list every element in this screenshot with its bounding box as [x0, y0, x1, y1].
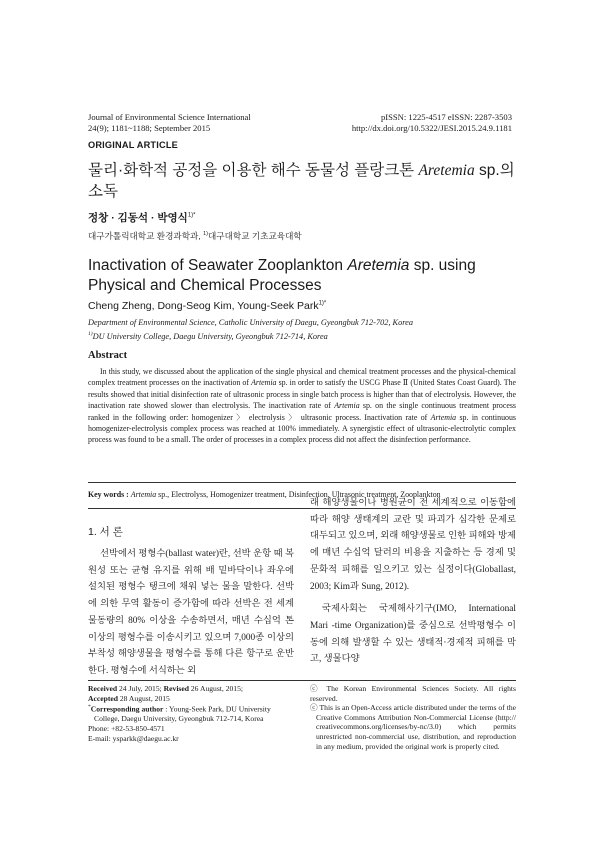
korean-author-mark: 1)*	[187, 212, 196, 219]
accepted-date: 28 August, 2015	[117, 693, 170, 703]
accepted-label: Accepted	[88, 693, 118, 703]
journal-header-left	[88, 112, 251, 134]
keywords-species: Artemia	[130, 490, 157, 499]
license-notice: ⓒ This is an Open-Access article distributed under the terms of the Creative Commons Attribution Non-Commercial License (http:// creativecommons.org/licenses/by-nc/3.0) which permits unrestricted non-commercial use, distribution, and reproduction in any medium, provided the original work is properly cited.	[310, 703, 516, 751]
abstract-text-3: sp. on the single continuous treatment process ranked in the following order: homogenizer 〉 electrolysis 〉 ultrasonic process. Inactivation rate of	[88, 401, 517, 422]
accepted-line	[88, 694, 294, 704]
doi-link[interactable]: http://dx.doi.org/10.5322/JESI.2015.24.9.1181	[351, 123, 512, 133]
keywords-text: sp., Electrolyss, Homogenizer treatment, Disinfection, Ultrasonic treatment, Zooplankton	[156, 490, 441, 499]
english-title-post: sp. using Physical and Chemical Processes	[88, 257, 476, 294]
journal-name: Journal of Environmental Science International	[88, 112, 251, 122]
volume-info: 24(9); 1181~1188; September 2015	[88, 123, 211, 133]
korean-affil-1: 대구가톨릭대학교 환경과학과,	[88, 231, 204, 241]
abstract-body	[88, 366, 516, 446]
english-title-species: Aretemia	[347, 257, 410, 274]
english-authors	[88, 300, 326, 312]
english-affil-1: Department of Environmental Science, Catholic University of Daegu, Gyeongbuk 712-702, Korea	[88, 318, 413, 327]
english-title	[88, 256, 528, 296]
abstract-text-1: In this study, we discussed about the application of the single physical and chemical treatment processes and the physical-chemical complex treatment processes on the inactivation of	[88, 367, 516, 388]
abstract-rule-top	[88, 482, 516, 483]
issn: pISSN: 1225-4517 eISSN: 2287-3503	[380, 112, 512, 122]
revised-label: Revised	[163, 684, 189, 693]
english-title-pre: Inactivation of Seawater Zooplankton	[88, 257, 348, 274]
korean-author-names: 정창 · 김동석 · 박영식	[88, 212, 188, 224]
corresponding-author	[88, 703, 294, 724]
korean-title-species: Aretemia	[418, 162, 475, 179]
article-type: ORIGINAL ARTICLE	[88, 140, 178, 150]
received-line	[88, 684, 294, 694]
footnote-left	[88, 684, 294, 743]
english-affil-2: DU University College, Daegu University, Gyeongbuk 712-714, Korea	[92, 331, 328, 341]
phone: Phone: +82-53-850-4571	[88, 723, 165, 733]
footnote-right	[310, 684, 516, 751]
english-affil-2-mark: 1)	[88, 331, 93, 337]
english-affil-2-line	[88, 331, 328, 341]
copyright-notice: ⓒ The Korean Environmental Sciences Society. All rights reserved.	[310, 684, 516, 703]
korean-affil-2: 대구대학교 기초교육대학	[207, 231, 302, 241]
journal-header-right	[352, 112, 512, 134]
corr-text: : Young-Seek Park, DU University College, Daegu University, Gyeongbuk 712-714, Korea	[94, 704, 271, 724]
abstract-heading: Abstract	[88, 350, 128, 361]
revised-date: 26 August, 2015;	[188, 684, 243, 693]
english-author-mark: 1)*	[318, 300, 327, 307]
korean-authors	[88, 210, 195, 225]
body-left-column	[88, 546, 294, 680]
received-date: 24 July, 2015;	[117, 684, 164, 693]
korean-affiliations	[88, 230, 302, 242]
korean-affil-mark: 1)	[203, 231, 208, 238]
abstract-text-2: sp. in order to satisfy the USCG Phase Ⅱ (United States Coast Guard). The results showed that initial disinfection rate of ultrasonic process in single batch process is higher than that of electrolysis. However, the inactivation rate showed slower than electrolysis. The inactivation rate of	[88, 378, 516, 411]
korean-title-pre: 물리·화학적 공정을 이용한 해수 동물성 플랑크톤	[88, 162, 419, 179]
keywords-label: Key words :	[88, 490, 131, 499]
body-paragraph: 선박에서 평형수(ballast water)란, 선박 운항 때 복원성 또는 균형 유지를 위해 배 밑바닥이나 좌우에 설치된 평형수 탱크에 채워 넣는 물을 말한다. 선박에 의한 무역 활동이 증가함에 따라 선박은 전 세계 물동량의 80% 이상을 수송하면서, 매년 수십억 톤 이상의 평형수를 이송시키고 있으며 7,000종 이상의 부착성 해양생물을 평형수를 통해 다른 항구로 운반한다. 평형수에 서식하는 외	[88, 549, 294, 676]
english-author-names: Cheng Zheng, Dong-Seog Kim, Young-Seek Park	[88, 300, 319, 312]
abstract-text-4: sp. in continuous homogenizer-electrolysis complex process was reached at 100% immediately. A synergistic effect of ultrasonic-electrolytic complex process was found to be a small. The order of processes in a complex process did not affect the disinfection performance.	[88, 412, 516, 445]
received-label: Received	[88, 684, 118, 693]
body-right-column	[310, 495, 516, 668]
abstract-species-1: Artemia	[251, 378, 277, 388]
abstract-species-2: Artemia	[334, 401, 360, 411]
corr-label: Corresponding author	[90, 704, 164, 714]
abstract-species-3: Artemia	[430, 412, 457, 422]
section-heading: 1. 서 론	[88, 526, 123, 538]
corr-mark: *	[88, 704, 91, 711]
body-paragraph: 국제사회는 국제해사기구(IMO, International Mari -time Organization)를 중심으로 선박평형수 이동에 의해 발생할 수 있는 생태적·경제적 피해를 막고, 생물다양	[310, 604, 516, 665]
body-paragraph-continued: 래 해양생물이나 병원균이 전 세계적으로 이동함에 따라 해양 생태계의 교란 및 파괴가 심각한 문제로 대두되고 있으며, 외래 해양생물로 인한 피해와 방제에 매년 수십억 달러의 비용을 지출하는 등 경제 및 문화적 피해를 일으키고 있는 실정이다(Globallast, 2003; Kim과 Sung, 2012).	[310, 498, 516, 592]
korean-title-post: sp.의 소독	[88, 162, 515, 200]
korean-title	[88, 160, 528, 202]
footnote-rule	[88, 680, 516, 681]
email[interactable]: E-mail: ysparkk@daegu.ac.kr	[88, 733, 179, 743]
